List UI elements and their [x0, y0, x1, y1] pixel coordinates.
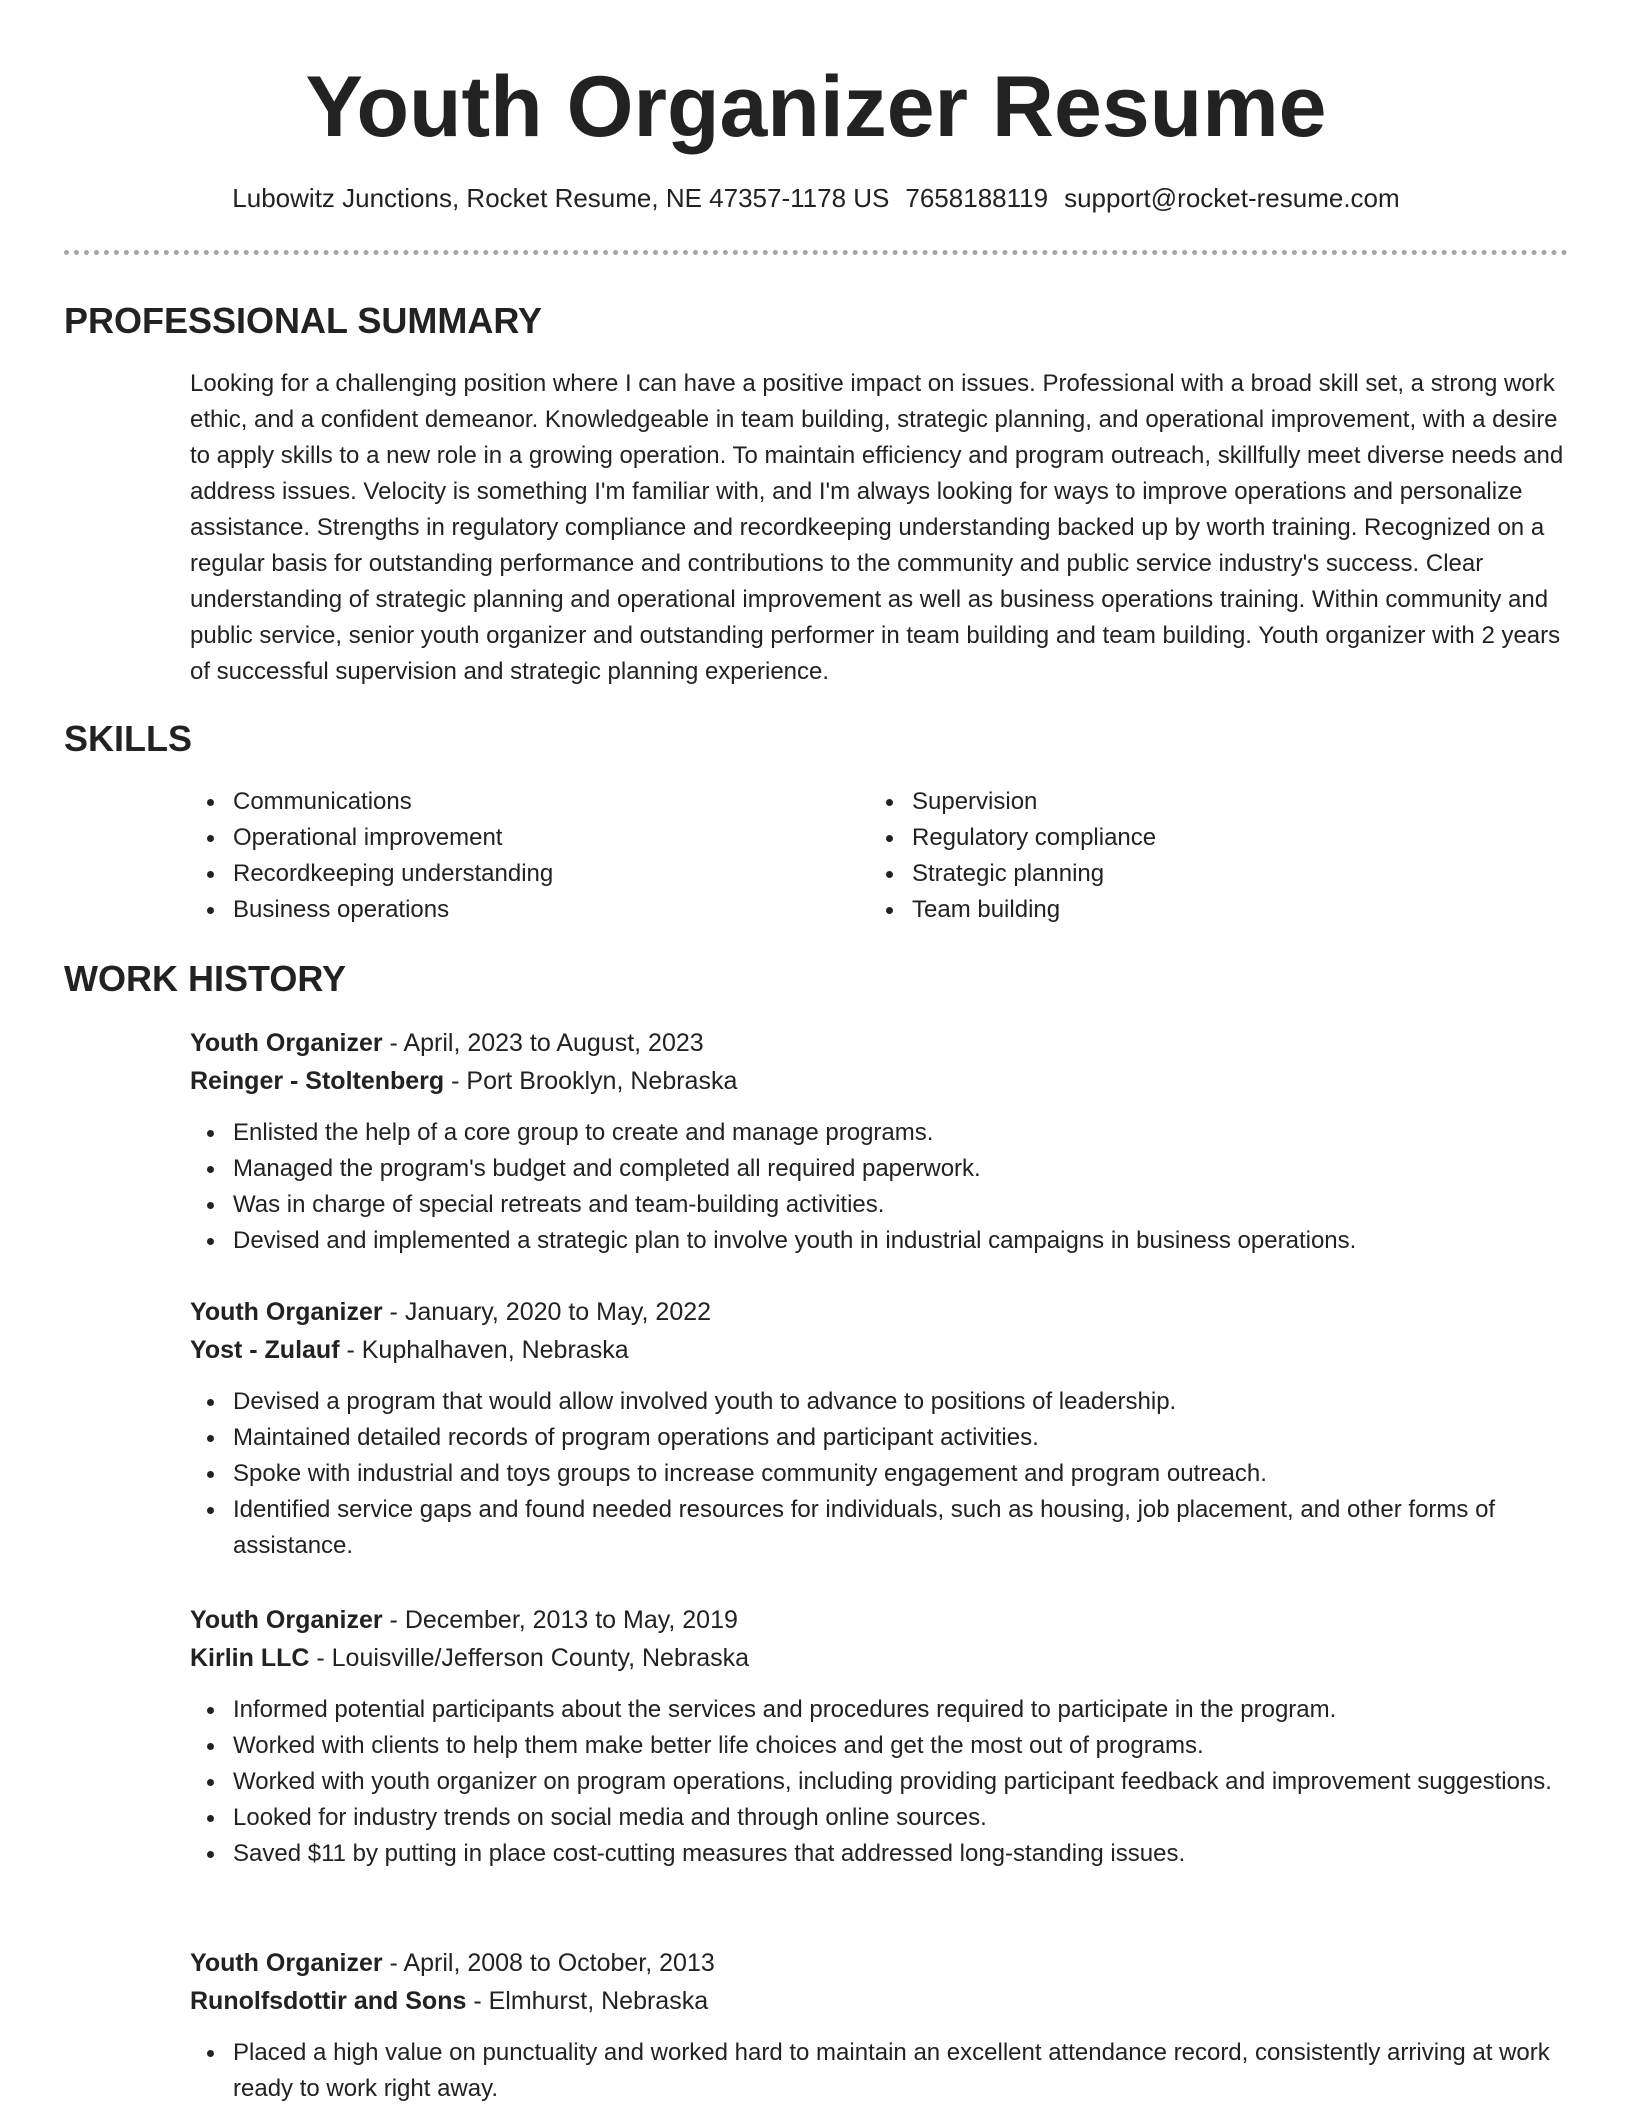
contact-address: Lubowitz Junctions, Rocket Resume, NE 47357-1178 US — [232, 183, 890, 213]
job-bullets — [190, 1115, 1568, 1259]
job-title: Youth Organizer — [190, 1606, 383, 1634]
job-bullets — [190, 2035, 1568, 2107]
skill-item: Business operations — [190, 892, 790, 928]
summary-heading: PROFESSIONAL SUMMARY — [64, 300, 543, 341]
job-dates: - April, 2008 to October, 2013 — [382, 1949, 715, 1977]
job-bullet: Saved $11 by putting in place cost-cutting measures that addressed long-standing issues. — [190, 1836, 1568, 1872]
job-bullet: Spoke with industrial and toys groups to increase community engagement and program outreach. — [190, 1456, 1568, 1492]
job-bullet: Devised and implemented a strategic plan to involve youth in industrial campaigns in business operations. — [190, 1223, 1568, 1259]
job-title-line — [190, 1024, 1568, 1062]
skill-item: Strategic planning — [869, 856, 1469, 892]
skill-item: Operational improvement — [190, 820, 790, 856]
skill-item: Supervision — [869, 784, 1469, 820]
skills-heading: SKILLS — [64, 718, 193, 759]
job-bullet: Maintained detailed records of program operations and participant activities. — [190, 1420, 1568, 1456]
job-title-line — [190, 1293, 1568, 1331]
job-bullet: Informed potential participants about the services and procedures required to participate in the program. — [190, 1692, 1568, 1728]
job-bullet: Worked with youth organizer on program operations, including providing participant feedback and improvement suggestions. — [190, 1764, 1568, 1800]
job-title: Youth Organizer — [190, 1949, 383, 1977]
job-company-line — [190, 1639, 1568, 1677]
skills-list-left — [190, 784, 790, 928]
job-bullet: Placed a high value on punctuality and worked hard to maintain an excellent attendance record, consistently arriving at work ready to work right away. — [190, 2035, 1568, 2107]
header-divider — [64, 250, 1568, 255]
job-bullets — [190, 1692, 1568, 1872]
skill-item: Team building — [869, 892, 1469, 928]
skill-item: Regulatory compliance — [869, 820, 1469, 856]
resume-title: Youth Organizer Resume — [305, 59, 1327, 155]
job-company-line — [190, 1982, 1568, 2020]
contact-info — [0, 180, 1632, 216]
contact-email: support@rocket-resume.com — [1064, 183, 1400, 213]
job-dates: - January, 2020 to May, 2022 — [382, 1298, 712, 1326]
job-location: - Elmhurst, Nebraska — [466, 1987, 709, 2015]
job-dates: - April, 2023 to August, 2023 — [382, 1029, 704, 1057]
job-location: - Port Brooklyn, Nebraska — [444, 1067, 738, 1095]
job-entry — [190, 1293, 1568, 1564]
skill-item: Recordkeeping understanding — [190, 856, 790, 892]
job-entry — [190, 1601, 1568, 1872]
job-title-line — [190, 1944, 1568, 1982]
job-bullet: Identified service gaps and found needed resources for individuals, such as housing, job placement, and other forms of assistance. — [190, 1492, 1568, 1564]
job-bullet: Was in charge of special retreats and team-building activities. — [190, 1187, 1568, 1223]
contact-phone: 7658188119 — [905, 183, 1049, 213]
job-bullet: Looked for industry trends on social media and through online sources. — [190, 1800, 1568, 1836]
job-company: Reinger - Stoltenberg — [190, 1067, 445, 1095]
job-dates: - December, 2013 to May, 2019 — [382, 1606, 738, 1634]
job-entry — [190, 1024, 1568, 1259]
skills-list-right — [869, 784, 1469, 928]
job-title: Youth Organizer — [190, 1298, 383, 1326]
job-location: - Louisville/Jefferson County, Nebraska — [309, 1644, 750, 1672]
job-bullet: Devised a program that would allow involved youth to advance to positions of leadership. — [190, 1384, 1568, 1420]
job-bullet: Worked with clients to help them make better life choices and get the most out of programs. — [190, 1728, 1568, 1764]
job-company-line — [190, 1062, 1568, 1100]
skill-item: Communications — [190, 784, 790, 820]
job-company-line — [190, 1331, 1568, 1369]
job-title-line — [190, 1601, 1568, 1639]
job-title: Youth Organizer — [190, 1029, 383, 1057]
job-location: - Kuphalhaven, Nebraska — [339, 1336, 629, 1364]
job-bullet: Enlisted the help of a core group to create and manage programs. — [190, 1115, 1568, 1151]
summary-text: Looking for a challenging position where I can have a positive impact on issues. Professional with a broad skill set, a strong work ethic, and a confident demeanor. Knowledgeable in team building, strategic planning, and operational improvement, with a desire to apply skills to a new role in a growing operation. To maintain efficiency and program outreach, skillfully meet diverse needs and address issues. Velocity is something I'm familiar with, and I'm always looking for ways to improve operations and personalize assistance. Strengths in regulatory compliance and recordkeeping understanding backed up by worth training. Recognized on a regular basis for outstanding performance and contributions to the community and public service industry's success. Clear understanding of strategic planning and operational improvement as well as business operations training. Within community and public service, senior youth organizer and outstanding performer in team building and team building. Youth organizer with 2 years of successful supervision and strategic planning experience. — [190, 370, 1564, 685]
job-company: Kirlin LLC — [190, 1644, 310, 1672]
job-company: Runolfsdottir and Sons — [190, 1987, 467, 2015]
work-history-heading: WORK HISTORY — [64, 958, 347, 999]
job-bullet: Managed the program's budget and completed all required paperwork. — [190, 1151, 1568, 1187]
job-company: Yost - Zulauf — [190, 1336, 340, 1364]
job-bullets — [190, 1384, 1568, 1564]
job-entry — [190, 1944, 1568, 2107]
